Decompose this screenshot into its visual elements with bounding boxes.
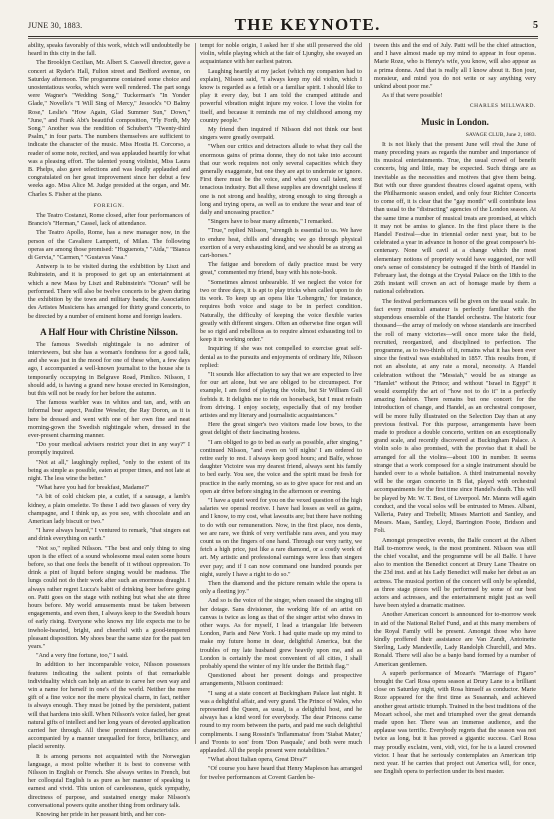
- paragraph: My friend then inquired if Nilsson did not think our best singers were greatly overpaid.: [200, 126, 362, 142]
- paragraph: The fatigue and boredom of daily practice must be very great," commented my friend, busy with his note-book.: [200, 261, 362, 277]
- paragraph: The famous Swedish nightingale is no admirer of interviewers, but she has a woman's fondness for a good talk, and she was just in the mood for one of these when, a few days ago, I accompanied a well-known journalist to the house she is temporarily occupying in Belgrave Road, Pimlico. Nilsson, I should add, is having a grand new house erected in Kensington, but this will not be ready for her before the autumn.: [28, 340, 190, 397]
- paragraph: "Sometimes almost unbearable. If we neglect the voice for two or three days, it is apt to play tricks when called upon to do its work. To keep up an opera like 'Lohengrin,' for instance, requires both voice and stage to be in perfect condition. Naturally, the difficulty of keeping the voice flexible varies greatly with different singers. Often an otherwise fine organ will be so rigid and rebellious as to require almost exhausting toil to keep it in working order.": [200, 278, 362, 344]
- dateline: SAVAGE CLUB, June 2, 1883.: [465, 131, 536, 138]
- paragraph: ability, speaks favorably of this work, which will undoubtedly be heard in this city in the fall.: [28, 42, 190, 58]
- paragraph: Another American concert is announced for to-morrow week in aid of the National Relief Fund, and at this many members of the Royal Family will be present. Amongst those who have kindly proffered their assistance are Van Zandt, Antoinette Sterling, Lady Mandeville, Lady Randolph Churchill, and Mrs. Ronald. There will also be a banjo band formed by a number of American gentlemen.: [374, 611, 536, 668]
- paragraph: Questioned about her present doings and prospective arrangements, Nilsson continued:: [200, 672, 362, 688]
- paragraph: A superb performance of Mozart's "Marriage of Figaro" brought the Carl Rosa opera season at Drury Lane to a brilliant close on Saturday night, with Rosa himself as conductor. Marie Roze appeared for the first time as Susannah, and achieved another great artistic triumph. Trained in the best traditions of the Mozart school, she met and triumphed over the great demands made upon her. There was an immense audience, and the applause was terrific. Everybody regrets that the season was not twice as long, but it has proved a gigantic success. Carl Rosa may proudly exclaim, veni, vidi, vici, for he is a laurel crowned victor. I hear that he seriously contemplates an American trip next year. If he carries that project out America will, for once, see English opera to perfection under its best master.: [374, 669, 536, 776]
- paragraph: The festival performances will be given on the usual scale. In fact every musical amateur is perfectly familiar with the stupendous ensemble of the Handel orchestra. The historic four thousand—the array of melody on whose standards are inscribed the roll of many victories—will once more take the field, recruited, reorganized, and disciplined to perfection. The programme, as to two-thirds of it, remains what it has been ever since the festival was established in 1857. This results from, if not an absolute, at any rate a moral, necessity. A Handel celebration without the "Messiah," would be as strange as "Hamlet" without the Prince; and without "Israel in Egypt" it would exemplify the art of "how not to do it" in a perfectly amazing fashion. There remains but one concert for the introduction of change, and Handel, as an orchestral composer, will be more fully illustrated on the Selection Day than at any previous festival. For this purpose, arrangements have been made to produce a double concerto, written on an exceptionally grand scale, and recently discovered at Buckingham Palace. A violin solo is also promised, with the proviso that it shall be arranged for all the violins—about 100 in number. It seems strange that a work composed for a single instrument should be handed over to a whole battalion. A third instrumental novelty will be the organ concerto in B flat, played with orchestral accompaniments for the first time since Handel's death. This will be played by Mr. W. T. Best, of Liverpool. Mr. Manns will again conduct, and the vocal solos will be entrusted to Mmes. Albani, Valleria, Patey and Trebelli; Misses Marriott and Santley, and Messrs. Maas, Santley, Lloyd, Barrington Foote, Bridson and Foli.: [374, 297, 536, 535]
- paragraph: As if that were possible!: [382, 92, 443, 100]
- page-header: [28, 16, 538, 34]
- paragraph: And so is the voice of the singer, when ceased the singing till her dotage. Sans divisioner, the working life of an artist on canvas is twice as long as that of the singer artist who draws in other ways. As for myself, I lead a triangular life between London, Paris and New York. I had quite made up my mind to make my future home in dear, delightful America, but the troubles of my late husband grew heavily upon me, and as London is certainly the most convenient of all cities, I shall probably spend the winter of my life under the British flag.": [200, 597, 362, 671]
- issue-date: JUNE 30, 1883.: [28, 20, 83, 30]
- paragraph: Inquiring if she was not compelled to exercise great self-denial as to the pursuits and enjoyments of ordinary life, Nilsson replied:: [200, 345, 362, 369]
- paragraph: "What about Italian opera, Great Diva?": [208, 756, 308, 764]
- paragraph: "What have you had for breakfast, Madame?": [36, 484, 150, 492]
- paragraph: "I have always heard," I ventured to remark, "that singers eat and drink everything on earth.": [28, 527, 190, 543]
- paragraph: tempt for noble origin, I asked her if she still preserved the old violin, while playing which at the fair of Ljungby, she swayed an acquaintance with her earliest patron.: [200, 42, 362, 66]
- paragraph: Amongst prospective events, the Balfe concert at the Albert Hall to-morrow week, is the most prominent. Nilsson was still the chief vocalist, and the programme will be all Balfe. I have also to mention the Benedict concert at Drury Lane Theatre on the 23d inst. and at his Lady Benedict will make her debut as an actress. The musical portion of the concert will only be splendid, as three stage pieces will be performed by some of our best actors and actresses, and the entertainment might just as well have been styled a dramatic matinee.: [374, 536, 536, 610]
- column-divider: [195, 43, 196, 744]
- paragraph: "And a very fine fortune, too," I said.: [36, 652, 129, 660]
- paragraph: "I have a quiet word for you on the vexed question of the high salaries we operasl receive. I have had losses as well as gains, and I know, to my cost, what lawsuits are; but there have nothing to do with our remuneration. Now, in the first place, nos dents, we are rare, we think of very verifiable rara aves, and you may count us on the fingers of one hand. Through our very rarity, we fetch a high price, just like a rare diamond, or a costly work of art. My artistic and professional earnings were less than singers ever pay; and if I can now command one hundred pounds per night, surely I have a right to do so.": [200, 496, 362, 578]
- column-divider: [369, 43, 370, 744]
- article-heading-music-in-london: Music in London.: [421, 116, 489, 127]
- paragraph: The Brooklyn Cecilian, Mr. Albert S. Caswell director, gave a concert at Ryder's Hall, Fulton street and Bedford avenue, on Saturday afternoon. The programme contained some choice and unostentatious works, which were well rendered. The part songs were Wagner's "Wedding Song," Tuckerman's "In Yonder Glade," Novello's "I Will Sing of Mercy," Jessock's "O Balmy Rose," Leslie's "How Again, Glad Summer Sun," Down," "June," and Frank Abt's beautiful composition, "Fly Forth, My Song." Another was the rendition of Schubert's "Twenty-third Psalm," in four parts. The numbers themselves are sufficient to indicate the character of the music. Miss Hostia H. Corcorso, a reader of some note, recited, and was applauded heartily for what was a pleasing effort. The talented young violinist, Miss Laura B. Phelps, also gave selections and was loudly applauded and congratulated on her great improvement since her debut a few weeks ago. Miss Alice M. Judge presided at the organ, and Mr. Charles S. Fisher at the piano.: [28, 59, 190, 198]
- header-rule-thin: [28, 38, 538, 39]
- paragraph: "Of course you have heard that Henry Mapleson has arranged for twelve performances at Covent Garden be-: [200, 765, 362, 781]
- paragraph: "It sounds like affectation to say that we are expected to live for our art alone, but we are obliged to be circumspect. For example, I am fond of playing the violin, but Sir William Gull forbids it. It delights me to ride on horseback, but I must refrain from driving. I enjoy society, especially that of my brother artistes and my literary and journalistic acquaintances.": [200, 370, 362, 419]
- paragraph: Antwerp is to be visited during the exhibition by Liszt and Rubinstein, and it is proposed to get up an entertainment at which a new Mass by Liszt and Rubinstein's "Ocean" will be performed. There will also be twelve concerts to be given during the exhibition by the town and military bands; the Association des Artistes Musiciens has arranged for thirty grand concerts, to be directed by a number of eminent home and foreign leaders.: [28, 263, 190, 320]
- page-number: 5: [532, 19, 538, 31]
- paragraph: The famous warbler was in whites and tan, and, with an informal bear aspect, Pauline Weseler, the Ray Doron, as it is here be dressed and went with one of her own fine and neat morning-gown the Swedish nightingale when, dressed in the ever-present charming manner.: [28, 399, 190, 439]
- column-2: [200, 42, 362, 781]
- paragraph: "A bit of cold chicken pie, a cutlet, if a sausage, a lamb's kidney, a plain omelette. To these I add two glasses of very dry champagne, and I think up, as you see, with chocolate and an American lady biscuit or two.": [28, 493, 190, 525]
- paragraph: "When our critics and detractors allude to what they call the enormous gains of prima donne, they do not take into account that our work requires not only several capacities which they generally exaggerate, but one they are apt to underrate or ignore. First there must be the voice, and what you call talent, next tenacious industry. But all these supplies are downright useless if one is not strong and healthy, strong enough to sing through a long and trying opera, as well as to endure the wear and tear of daily and unceasing practice.": [200, 143, 362, 217]
- paragraph: Then the diamond and the picture remain while the opera is only a fleeting joy.": [200, 580, 362, 596]
- paragraph: "Not so," replied Nilsson. "The best and only thing to sing upon is the effect of a sound wholesome meal eaten some hours before, so that one feels the benefit of it without oppression. To drink a pint of liquid before singing would be madness. The lungs could not do their work after such an enormous draught. I always rather regret Lucca's habit of drinking beer before going on. Patti goes on the stage with nothing but what she ate three hours before. My world amusements must be taken between engagements, and even then, I always keep to the Swedish hours of early rising. Everyone who knows my life expects me to be inwhole-hearted, bright, and cheerful with a good-tempered pleasant disposition. My shoes bear the same size for the past ten years.": [28, 544, 190, 651]
- paragraph: It is not likely that the present June will rival the June of many preceding years as regards the number and importance of its musical entertainments. True, the usual crowd of benefit concerts, big and little, may be expected. Such things are as inevitable as the necessities and motives that give them being. But with our three grandest theatres closed against opera, with the Philharmonic season ended, and only four Richter Concerts to come off, it is clear that the "gay month" will contribute less than usual to the "distracting" agencies of the London season. At the same time a number of musical treats are promised, at which it may not be amiss to glance. In the first place there is the Handel Festival—due in triennial order next year, but to be celebrated a year in advance in honor of the great composer's bi-centenary. None will cavil at a change which the most elementary notions of propriety would have suggested, nor will one's sense of consistency be outraged if the birth of Handel in February last, the doings at the Crystal Palace on the 18th to the 26th instant will crown an act of homage made by them a national celebration.: [374, 140, 536, 296]
- paragraph: "True," replied Nilsson, "strength is essential to us. We have to endure heat, chills and draughts; we go through physical exertion of a very exhausting kind, and we should be as strong as cart-horses.": [200, 227, 362, 260]
- header-rule: [28, 36, 538, 37]
- paragraph: "Do your medical advisers restrict your diet in any way?" I promptly inquired.: [28, 441, 190, 457]
- column-1: [28, 42, 190, 819]
- paragraph: "I am obliged to go to bed as early as possible, after singing," continued Nilsson, "and even on 'off nights' I am ordered to retire early to rest. I always keep good hours; and Balfe, whose daughter Victoire was my dearest friend, always sent his family to bed early. You see, the voice and the spirit must be fresh for practice in the early morning, so as to give space for rest and an open air drive before singing in the afternoon or evening.: [200, 438, 362, 495]
- paragraph: "Singers have to bear many ailments," I remarked.: [208, 218, 333, 226]
- paragraph: The Teatro Costanzi, Rome closed, after four performances of Brancio's "Herman," Cassel, lack of attendance.: [28, 212, 190, 228]
- paragraph: The Teatro Apollo, Rome, has a new manager now, in the person of the Cavaliere Lamperti, of Milan. The following operas are among those promised: "Huguenots," "Aida," "Bianca di Gervia," "Carmen," "Gustavus Vasa.": [28, 229, 190, 262]
- article-heading-nilsson: A Half Hour with Christine Nilsson.: [40, 326, 178, 337]
- paragraph: It is among persons not acquainted with the Norwegian language, a most polite whether it is best to converse with Nilsson in English or French. She always writes in French, but her colloquial English is as pure as her manner of speaking is earnest and vivid. This union of carelessness, quick sympathy, directness of purpose, and sustained energy make Nilsson's conversational powers quite another thing from ordinary talk.: [28, 752, 190, 809]
- paragraph: "I sang at a state concert at Buckingham Palace last night. It was a delightful affair, and very grand. The Prince of Wales, who represented the Queen, as usual, is a delightful host, and he always has a kind word for everybody. The dear Princess came round to my room between the parts, and paid me such delightful compliments. I sang Rossini's 'Inflammatus' from 'Stabat Mater,' and 'Fronts to son' from 'Don Pasquale,' and both were much applauded. All the people present were notabilities.": [200, 689, 362, 755]
- paragraph: Laughing heartily at my jacket (which my companion had to explain), Nilsson said, "I always keep my old violin, which I know is regarded as a fetish or a familiar spirit. I should like to play it every day, but I am told the cramped attitude and powerful vibration might injure my voice. I love the violin for itself, and because it reminds me of my childhood among my country people.": [200, 67, 362, 124]
- paragraph: "Not at all," laughingly replied, "only to the extent of its being as simple as possible, eaten at proper times, and not late at night. The less wine the better.": [28, 458, 190, 482]
- paragraph: Knowing her pride in her peasant birth, and her con-: [36, 811, 166, 819]
- paragraph: tween this and the end of July. Patti will be the chief attraction, and I have almost made up my mind to appear in four operas. Marie Roze, who is Henry's wife, you know, will also appear as a prima donna. And that is really all I know about it. Bon jour, monsieur, and mind you do not write or say anything very unkind about poor me.": [374, 42, 536, 91]
- author-signature: CHARLES MILLWARD.: [469, 103, 536, 110]
- paragraph: Here the great singer's two visitors made low bows, to the great delight of their fascinating hostess.: [200, 421, 362, 437]
- paragraph: In addition to her incomparable voice, Nilsson possesses features indicating the salient points of that remarkable individuality which can help an artiste to carve her own way and win a name for herself in one's of the world. Neither the mere gift of a fine voice nor the mere physical charm, in fact, neither is always enough. They must be joined by the persistent, patient will that hardens into skill. When Nilsson's voice failed, her great natural gifts of intellect and her long years of devoted application carried her through. All these prominent characteristics are accompanied by a manner unequalled for force, brilliancy, and placid serenity.: [28, 661, 190, 751]
- masthead-title: THE KEYNOTE.: [234, 15, 381, 34]
- column-3: [374, 42, 536, 776]
- section-label-foreign: FOREIGN.: [93, 202, 125, 209]
